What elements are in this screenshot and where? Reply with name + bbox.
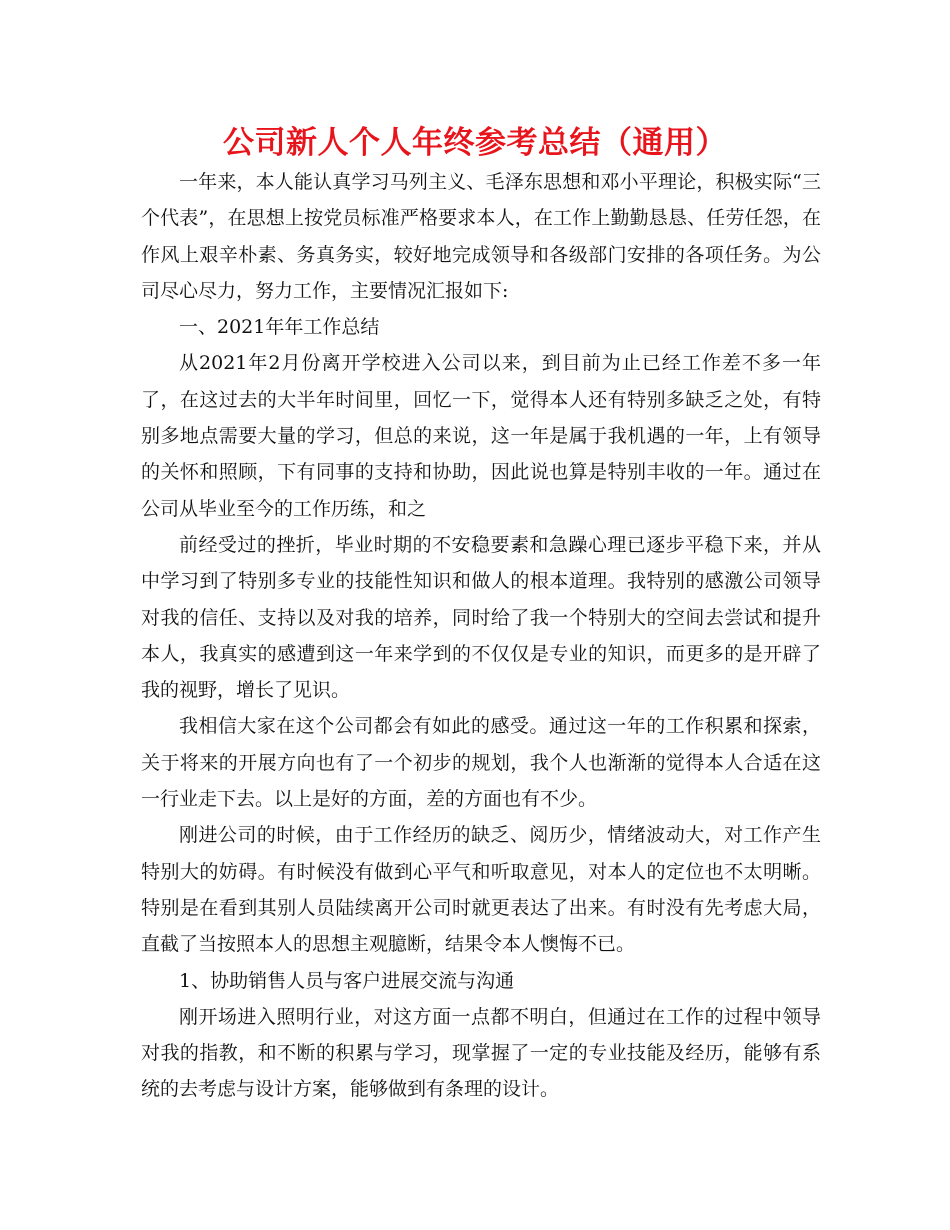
paragraph-intro: 一年来，本人能认真学习马列主义、毛泽东思想和邓小平理论，积极实际“三个代表”，在思想上按党员标准严格要求本人，在工作上勤勤恳恳、任劳任怨，在作风上艰辛朴素、务真务实，较好地完成领导和各级部门安排的各项任务。为公司尽心尽力，努力工作，主要情况汇报如下:	[141, 171, 821, 302]
subsection-heading-sales-assist: 1、协助销售人员与客户进展交流与沟通	[179, 969, 515, 992]
paragraph: 从2021年2月份离开学校进入公司以来，到目前为止已经工作差不多一年了，在这过去的大半年时间里，回忆一下，觉得本人还有特别多缺乏之处，有特别多地点需要大量的学习，但总的来说，这一年是属于我机遇的一年，上有领导的关怀和照顾，下有同事的支持和协助，因此说也算是特别丰收的一年。通过在公司从毕业至今的工作历练，和之	[141, 352, 821, 520]
section-heading-annual-summary: 一、2021年年工作总结	[179, 316, 380, 339]
paragraph: 我相信大家在这个公司都会有如此的感受。通过这一年的工作积累和探索，关于将来的开展方向也有了一个初步的规划，我个人也渐渐的觉得本人合适在这一行业走下去。以上是好的方面，差的方面也有不少。	[141, 715, 821, 811]
paragraph: 刚开场进入照明行业，对这方面一点都不明白，但通过在工作的过程中领导对我的指教，和不断的积累与学习，现掌握了一定的专业技能及经历，能够有系统的去考虑与设计方案，能够做到有条理的设计。	[141, 1005, 821, 1101]
paragraph: 刚进公司的时候，由于工作经历的缺乏、阅历少，情绪波动大，对工作产生特别大的妨碍。有时候没有做到心平气和听取意见，对本人的定位也不太明晰。特别是在看到其别人员陆续离开公司时就更表达了出来。有时没有先考虑大局，直截了当按照本人的思想主观臆断，结果令本人懊悔不已。	[141, 824, 821, 956]
paragraph: 前经受过的挫折，毕业时期的不安稳要素和急躁心理已逐步平稳下来，并从中学习到了特别多专业的技能性知识和做人的根本道理。我特别的感激公司领导对我的信任、支持以及对我的培养，同时给了我一个特别大的空间去尝试和提升本人，我真实的感遭到这一年来学到的不仅仅是专业的知识，而更多的是开辟了我的视野，增长了见识。	[141, 533, 821, 702]
document-title: 公司新人个人年终参考总结（通用）	[223, 125, 727, 161]
document-body	[141, 164, 821, 1108]
